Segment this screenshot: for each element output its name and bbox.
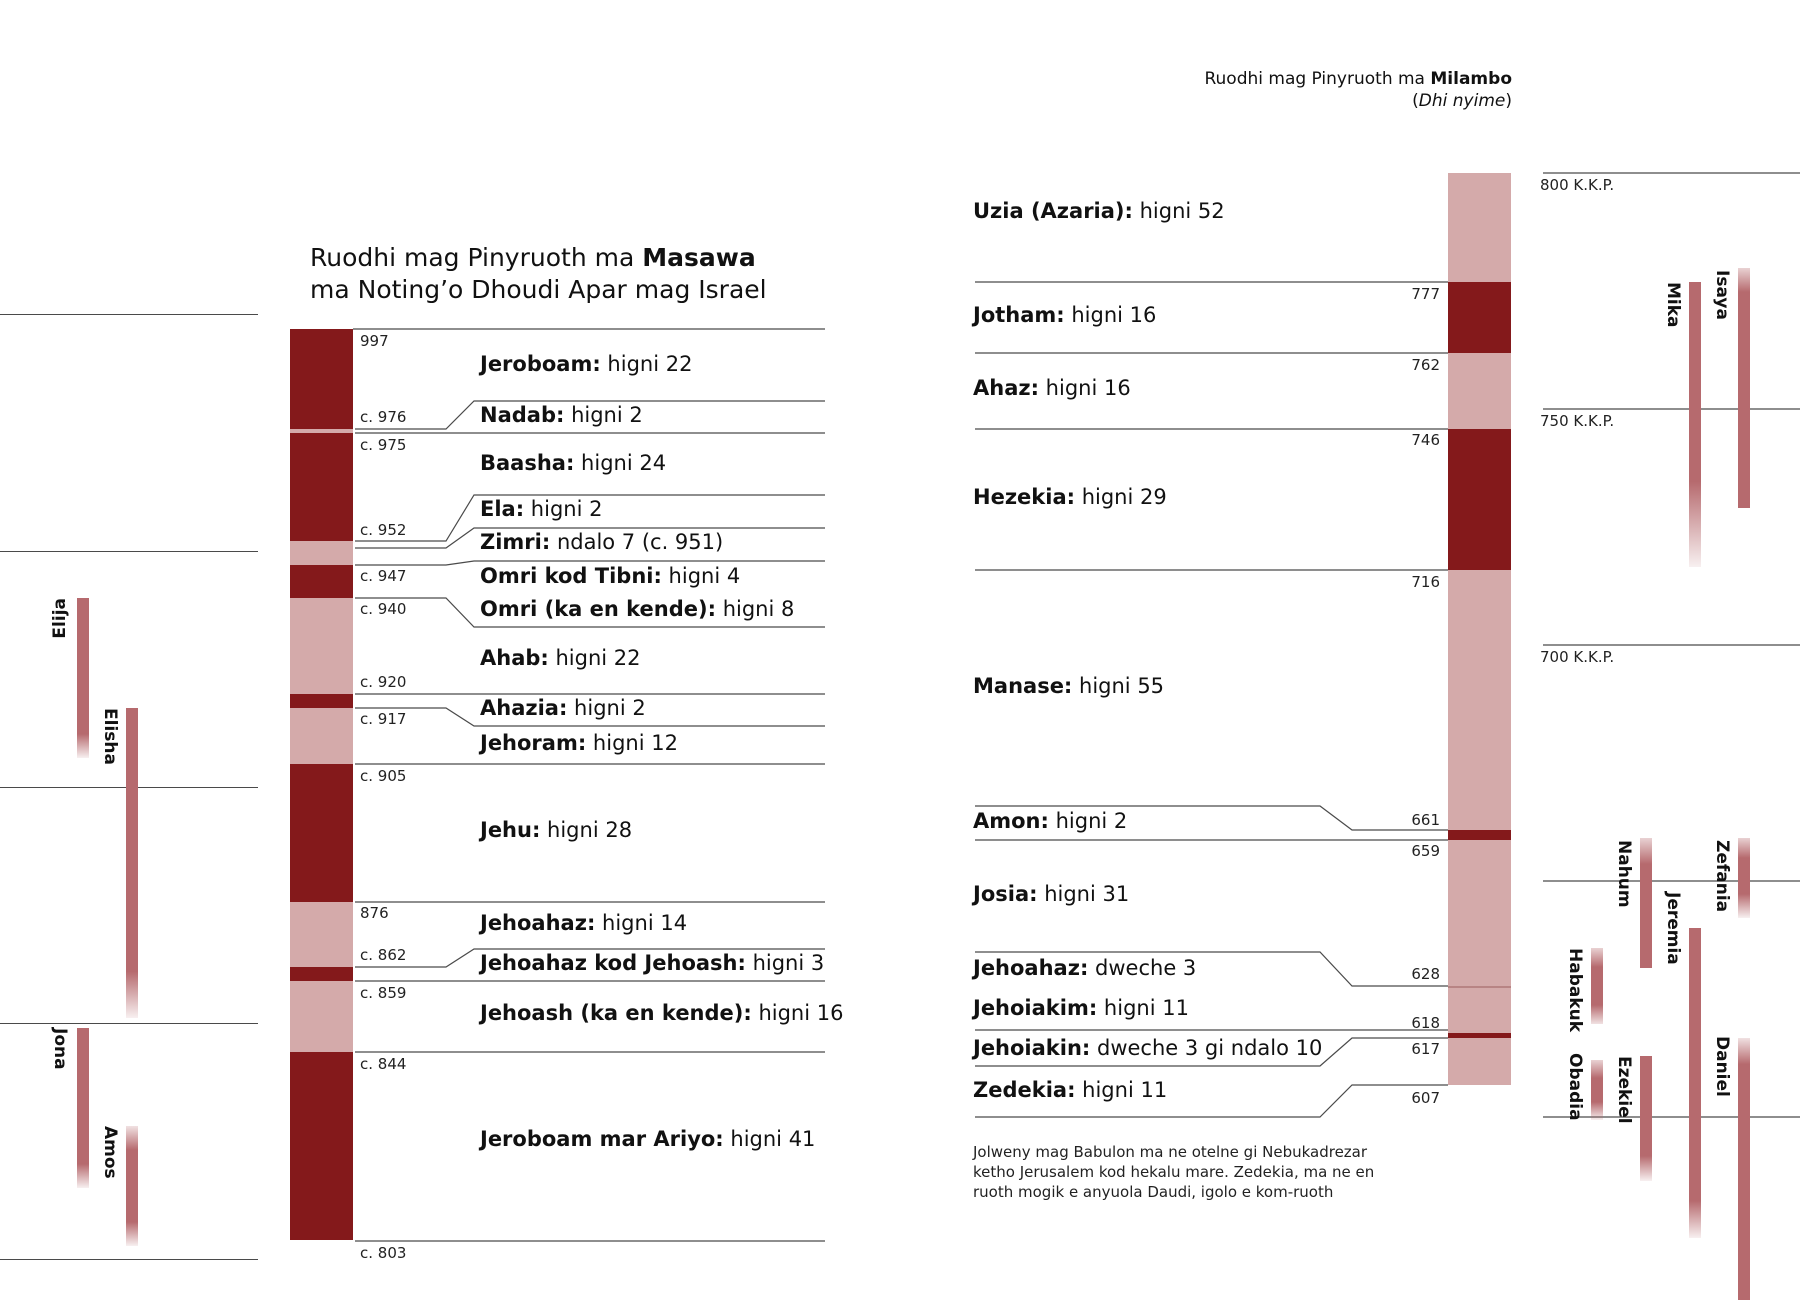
prophet-label-habakuk: Habakuk <box>1565 948 1585 1033</box>
prophet-bar-habakuk <box>1591 948 1603 1024</box>
south-reign-ahaz <box>1448 353 1511 429</box>
north-king-label: Omri kod Tibni: higni 4 <box>480 564 741 588</box>
prophet-bar-obadia <box>1591 1060 1603 1120</box>
south-king-label: Hezekia: higni 29 <box>973 485 1167 509</box>
footnote-line: ketho Jerusalem kod hekalu mare. Zedekia, ma ne en <box>973 1163 1375 1181</box>
north-king-label: Ahab: higni 22 <box>480 646 641 670</box>
north-year: 997 <box>360 332 389 350</box>
southern-heading <box>1100 68 1512 112</box>
south-king-label: Amon: higni 2 <box>973 809 1128 833</box>
prophet-label-nahum: Nahum <box>1614 840 1634 908</box>
southern-heading-line1 <box>1100 68 1512 90</box>
north-king-label: Jehoahaz: higni 14 <box>480 911 688 935</box>
south-king-label: Zedekia: higni 11 <box>973 1078 1168 1102</box>
south-king-label: Jehoahaz: dweche 3 <box>973 956 1197 980</box>
south-reign-jehoiakim <box>1448 988 1511 1033</box>
north-king-label: Jeroboam mar Ariyo: higni 41 <box>480 1127 816 1151</box>
prophet-bar-zefania <box>1738 838 1750 918</box>
south-king-label: Manase: higni 55 <box>973 674 1165 698</box>
heading-prefix: Ruodhi mag Pinyruoth ma <box>310 243 643 272</box>
north-year: c. 844 <box>360 1055 407 1073</box>
prophet-label-jeremia: Jeremia <box>1663 892 1683 965</box>
north-year: c. 976 <box>360 408 407 426</box>
era-label: 800 K.K.P. <box>1540 176 1615 194</box>
prophet-label-obadia: Obadia <box>1565 1053 1585 1121</box>
south-reign-uzia <box>1448 173 1511 282</box>
prophet-label-amos: Amos <box>100 1126 120 1179</box>
south-reign-zedekia <box>1448 1038 1511 1085</box>
south-king-label: Jotham: higni 16 <box>973 303 1157 327</box>
north-king-label: Jehoash (ka en kende): higni 16 <box>480 1001 844 1025</box>
north-year: c. 803 <box>360 1244 407 1262</box>
south-year: 617 <box>1411 1040 1440 1058</box>
era-label: 700 K.K.P. <box>1540 648 1615 666</box>
heading-strong: Milambo <box>1430 69 1512 89</box>
prophet-label-isaya: Isaya <box>1712 270 1732 320</box>
north-year: c. 920 <box>360 673 407 691</box>
north-year: c. 859 <box>360 984 407 1002</box>
south-king-label: Uzia (Azaria): higni 52 <box>973 199 1225 223</box>
prophet-label-mika: Mika <box>1663 282 1683 328</box>
north-year: c. 952 <box>360 521 407 539</box>
southern-heading-line2: (Dhi nyime) <box>1412 91 1512 111</box>
south-king-label: Jehoiakin: dweche 3 gi ndalo 10 <box>973 1036 1323 1060</box>
north-year: c. 940 <box>360 600 407 618</box>
north-king-label: Ahazia: higni 2 <box>480 696 646 720</box>
footnote-line: Jolweny mag Babulon ma ne otelne gi Nebukadrezar <box>973 1143 1368 1161</box>
south-king-label: Jehoiakim: higni 11 <box>973 996 1189 1020</box>
prophet-bar-ezekiel <box>1640 1056 1652 1181</box>
south-king-label: Josia: higni 31 <box>973 882 1130 906</box>
north-king-label: Jeroboam: higni 22 <box>480 352 693 376</box>
south-king-label: Ahaz: higni 16 <box>973 376 1131 400</box>
north-king-label: Omri (ka en kende): higni 8 <box>480 597 795 621</box>
north-year: c. 862 <box>360 946 407 964</box>
north-king-label: Ela: higni 2 <box>480 497 603 521</box>
prophet-label-elisha: Elisha <box>100 708 120 765</box>
prophet-label-daniel: Daniel <box>1712 1036 1732 1097</box>
north-king-label: Jehu: higni 28 <box>480 818 633 842</box>
prophet-label-jona: Jona <box>50 1028 70 1070</box>
prophet-bar-jeremia <box>1689 928 1701 1238</box>
prophet-label-zefania: Zefania <box>1712 840 1732 913</box>
south-reign-josia <box>1448 840 1511 986</box>
south-year: 762 <box>1411 356 1440 374</box>
prophet-label-elija: Elija <box>50 598 70 639</box>
north-king-label: Zimri: ndalo 7 (c. 951) <box>480 530 724 554</box>
north-year: 876 <box>360 904 389 922</box>
north-year: c. 947 <box>360 567 407 585</box>
northern-heading-line2: ma Noting’o Dhoudi Apar mag Israel <box>310 275 767 304</box>
south-reign-hezekia <box>1448 429 1511 570</box>
south-year: 618 <box>1411 1014 1440 1032</box>
south-year: 777 <box>1411 285 1440 303</box>
south-year: 628 <box>1411 965 1440 983</box>
heading-sub: Dhi nyime <box>1418 91 1506 111</box>
north-king-label: Baasha: higni 24 <box>480 451 667 475</box>
south-year: 661 <box>1411 811 1440 829</box>
south-reign-manase <box>1448 570 1511 830</box>
north-king-label: Jehoahaz kod Jehoash: higni 3 <box>480 951 825 975</box>
prophet-bar-daniel <box>1738 1038 1750 1300</box>
prophet-bar-mika <box>1689 282 1701 567</box>
footnote <box>973 1142 1374 1202</box>
south-year: 607 <box>1411 1089 1440 1107</box>
prophet-label-ezekiel: Ezekiel <box>1614 1056 1634 1124</box>
north-year: c. 975 <box>360 436 407 454</box>
heading-prefix: Ruodhi mag Pinyruoth ma <box>1204 69 1431 89</box>
north-king-label: Nadab: higni 2 <box>480 403 643 427</box>
footnote-line: ruoth mogik e anyuola Daudi, igolo e kom-ruoth <box>973 1183 1334 1201</box>
north-year: c. 905 <box>360 767 407 785</box>
south-year: 716 <box>1411 573 1440 591</box>
south-year: 746 <box>1411 431 1440 449</box>
south-year: 659 <box>1411 842 1440 860</box>
south-reign-amon <box>1448 830 1511 840</box>
heading-strong: Masawa <box>642 243 756 272</box>
prophet-bar-nahum <box>1640 838 1652 968</box>
era-label: 750 K.K.P. <box>1540 412 1615 430</box>
south-reign-jotham <box>1448 282 1511 353</box>
prophet-bar-isaya <box>1738 268 1750 508</box>
north-year: c. 917 <box>360 710 407 728</box>
north-king-label: Jehoram: higni 12 <box>480 731 678 755</box>
